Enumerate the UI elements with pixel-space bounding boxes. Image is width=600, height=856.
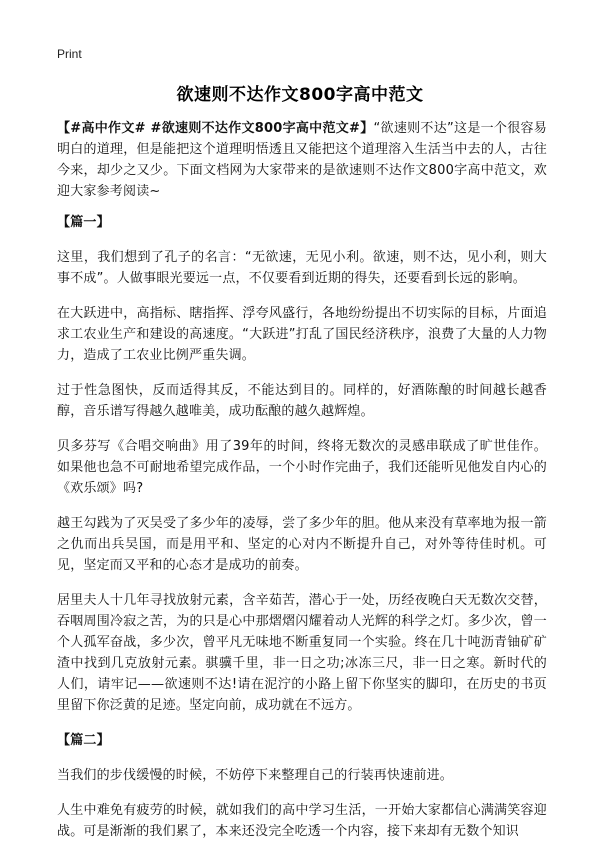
- intro-tag: 【#高中作文# #欲速则不达作文800字高中范文#】: [57, 121, 374, 136]
- print-label: Print: [57, 47, 82, 61]
- paragraph: 当我们的步伐缓慢的时候，不妨停下来整理自己的行装再快速前进。: [57, 768, 454, 783]
- paragraph: 这里，我们想到了孔子的名言：“无欲速，无见小利。欲速，则不达，见小利，则大事不成”。人做事眼光要远一点，不仅要看到近期的得失，还要看到长远的影响。: [57, 250, 547, 286]
- intro-text: “欲速则不达”这是一个很容易明白的道理，但是能把这个道理明悟透且又能把这个道理溶入生活当中去的人，古往今来，却少之又少。下面文档网为大家带来的是欲速则不达作文800字高中范文，欢迎大家参考阅读~: [57, 121, 547, 199]
- intro-paragraph: [57, 118, 547, 202]
- paragraph: 居里夫人十几年寻找放射元素，含辛茹苦，潜心于一处，历经夜晚白天无数次交替，吞咽周围冷寂之苦，为的只是心中那熠熠闪耀着动人光辉的科学之灯。多少次，曾一个人孤军奋战，多少次，曾平凡无味地不断重复同一个实验。终在几十吨沥青铀矿矿渣中找到几克放射元素。骐骥千里，非一日之功;冰冻三尺，非一日之寒。新时代的人们，请牢记——欲速则不达!请在泥泞的小路上留下你坚实的脚印，在历史的书页里留下你泛黄的足迹。坚定向前，成功就在不远方。: [57, 593, 547, 713]
- page-title: 欲速则不达作文800字高中范文: [176, 85, 424, 105]
- paragraph: 过于性急图快，反而适得其反，不能达到目的。同样的，好酒陈酿的时间越长越香醇，音乐谱写得越久越唯美，成功酝酿的越久越辉煌。: [57, 383, 547, 419]
- paragraph: 贝多芬写《合唱交响曲》用了39年的时间，终将无数次的灵感串联成了旷世佳作。如果他也急不可耐地希望完成作品，一个小时作完曲子，我们还能听见他发自内心的《欢乐颂》吗?: [57, 439, 547, 496]
- paragraph: 越王勾践为了灭吴受了多少年的凌辱，尝了多少年的胆。他从来没有草率地为报一箭之仇而出兵吴国，而是用平和、坚定的心对内不断提升自己，对外等待佳时机。可见，坚定而又平和的心态才是成功的前奏。: [57, 516, 547, 573]
- section-title-1: 【篇一】: [57, 215, 110, 230]
- paragraph: 人生中难免有疲劳的时候，就如我们的高中学习生活，一开始大家都信心满满笑容迎战。可是渐渐的我们累了，本来还没完全吃透一个内容，接下来却有无数个知识: [57, 803, 547, 839]
- article-body: [57, 118, 547, 856]
- section-title-2: 【篇二】: [57, 733, 110, 748]
- paragraph: 在大跃进中，高指标、瞎指挥、浮夸风盛行，各地纷纷提出不切实际的目标，片面追求工农业生产和建设的高速度。“大跃进”打乱了国民经济秩序，浪费了大量的人力物力，造成了工农业比例严重失调。: [57, 306, 547, 363]
